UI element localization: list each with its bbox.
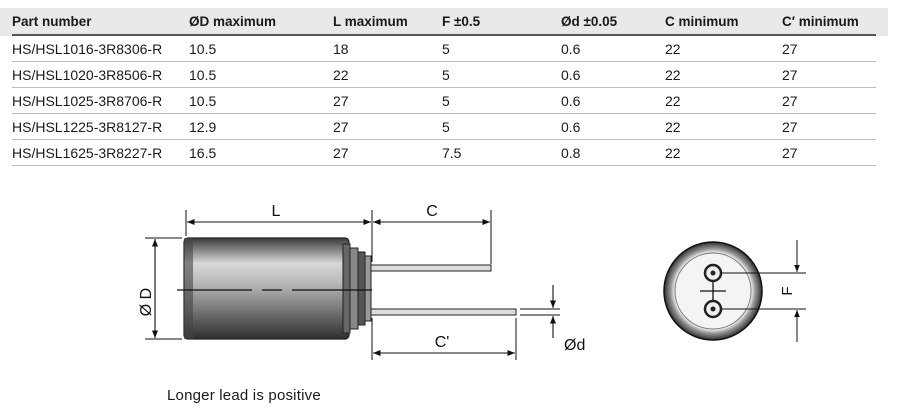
label-c-prime: C': [434, 334, 450, 351]
header-c-prime-minimum: C′ minimum: [782, 14, 859, 29]
cell-part-number: HS/HSL1016-3R8306-R: [12, 41, 163, 57]
label-c: C: [426, 203, 438, 220]
cell-part-number: HS/HSL1020-3R8506-R: [12, 67, 163, 83]
capacitor-side-view: [177, 238, 516, 339]
cell-lead-diameter: 0.6: [561, 93, 581, 109]
header-c-minimum: C minimum: [665, 14, 739, 29]
cell-part-number: HS/HSL1025-3R8706-R: [12, 93, 163, 109]
label-d-diameter: Ø D: [138, 287, 155, 317]
cell-od-maximum: 10.5: [189, 93, 217, 109]
cell-c-minimum: 22: [665, 93, 681, 109]
cell-c-prime-minimum: 27: [782, 119, 798, 135]
cell-l-maximum: 22: [333, 67, 349, 83]
cell-l-maximum: 27: [333, 93, 349, 109]
cell-lead-diameter: 0.6: [561, 119, 581, 135]
cell-od-maximum: 10.5: [189, 41, 217, 57]
cell-f: 7.5: [442, 145, 462, 161]
cell-f: 5: [442, 67, 450, 83]
cell-lead-diameter: 0.6: [561, 41, 581, 57]
polarity-note: Longer lead is positive: [167, 387, 321, 404]
cell-c-minimum: 22: [665, 67, 681, 83]
header-od-maximum: ØD maximum: [189, 14, 277, 29]
cell-f: 5: [442, 93, 450, 109]
cell-l-maximum: 27: [333, 145, 349, 161]
cell-c-minimum: 22: [665, 119, 681, 135]
cell-lead-diameter: 0.6: [561, 67, 581, 83]
cell-part-number: HS/HSL1225-3R8127-R: [12, 119, 163, 135]
cell-c-minimum: 22: [665, 145, 681, 161]
cell-f: 5: [442, 119, 450, 135]
header-part-number: Part number: [12, 14, 92, 29]
cell-c-prime-minimum: 27: [782, 93, 798, 109]
cell-od-maximum: 10.5: [189, 67, 217, 83]
cell-f: 5: [442, 41, 450, 57]
cell-lead-diameter: 0.8: [561, 145, 581, 161]
cell-part-number: HS/HSL1625-3R8227-R: [12, 145, 163, 161]
cell-c-prime-minimum: 27: [782, 67, 798, 83]
capacitor-end-view: [664, 242, 762, 340]
cell-c-minimum: 22: [665, 41, 681, 57]
header-lead-diameter: Ød ±0.05: [561, 14, 618, 29]
cell-l-maximum: 27: [333, 119, 349, 135]
header-l-maximum: L maximum: [333, 14, 408, 29]
cell-l-maximum: 18: [333, 41, 349, 57]
label-f: F: [779, 286, 796, 296]
cell-c-prime-minimum: 27: [782, 41, 798, 57]
label-lead-diameter: Ød: [564, 337, 586, 354]
cell-od-maximum: 16.5: [189, 145, 217, 161]
label-l: L: [271, 203, 281, 220]
cell-od-maximum: 12.9: [189, 119, 217, 135]
cell-c-prime-minimum: 27: [782, 145, 798, 161]
header-f: F ±0.5: [442, 14, 481, 29]
